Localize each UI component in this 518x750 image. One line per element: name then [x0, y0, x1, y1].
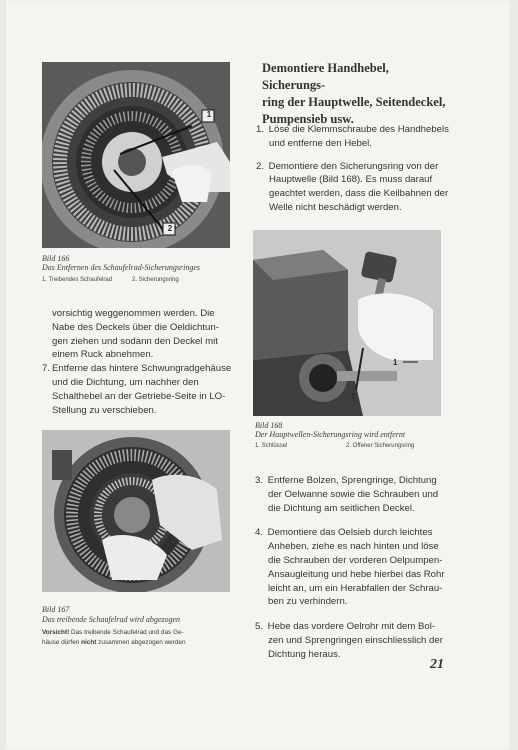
step-text: Entferne das hintere Schwungradgehäuse — [52, 363, 232, 375]
steps-right — [255, 474, 445, 662]
step-number: 4. — [255, 527, 264, 539]
step-text: der Oelwanne sowie die Schrauben und — [268, 488, 439, 500]
step-text: ben zu verhindern. — [268, 596, 348, 608]
page-number: 21 — [430, 657, 444, 672]
step-text: Entferne Bolzen, Sprengringe, Dichtung — [267, 475, 437, 486]
steps-top — [256, 123, 449, 215]
document-page — [6, 0, 512, 750]
fig167-warning — [42, 628, 186, 648]
fig168-caption: Der Hauptwellen-Sicherungsring wird entfernt — [255, 430, 406, 439]
step-number: 1. — [256, 124, 265, 135]
step-number: 7. — [42, 363, 51, 375]
photo-fig-168 — [253, 230, 441, 416]
photo-fig-166 — [42, 62, 230, 248]
step-text: gen ziehen und sodann den Deckel mit — [52, 335, 218, 347]
step-text: und entferne den Hebel. — [269, 137, 372, 149]
step-text: Schalthebel an der Getriebe-Seite in LO- — [52, 390, 226, 402]
step-text: Hebe das vordere Oelrohr mit dem Bol- — [267, 621, 436, 633]
fig166-label-2: 2 — [167, 224, 173, 233]
turbine-wheel-photo — [42, 62, 230, 248]
step-text: Anheben, ziehe es nach hinten und löse — [268, 541, 439, 553]
step-text: einem Ruck abnehmen. — [52, 349, 154, 361]
step-text: die Schrauben der vorderen Oelpumpen- — [268, 554, 443, 566]
warning-text: Das treibende Schaufelrad und das Ge- — [69, 629, 184, 636]
step-number: 5. — [255, 621, 264, 633]
heading-line: Demontiere Handhebel, Sicherungs- — [262, 61, 389, 92]
step-text: Nabe des Deckels über die Oeldichtun- — [52, 321, 219, 333]
step-text: Dichtung heraus. — [268, 648, 341, 660]
step-text: Welle nicht beschädigt werden. — [269, 201, 402, 213]
step-text: geachtet werden, dass die Keilbahnen der — [269, 188, 449, 200]
step-text: die Dichtung am seitlichen Deckel. — [268, 502, 415, 514]
step-text: Demontiere den Sicherungsring von der — [268, 160, 439, 172]
gearbox-hammer-photo — [253, 230, 441, 416]
warning-emphasis: nicht — [81, 639, 97, 646]
heading-line: Pumpensieb usw. — [262, 112, 354, 126]
section-heading — [262, 60, 452, 128]
step-number: 2. — [256, 160, 265, 172]
steps-left — [42, 307, 231, 417]
step-text: Stellung zu verschieben. — [52, 404, 157, 416]
step-text: vorsichtig weggenommen werden. Die — [52, 308, 215, 319]
warning-text: häuse dürfen — [42, 639, 82, 646]
step-number: 3. — [255, 475, 264, 486]
fig168-legend-1: 1. Schlüssel — [255, 443, 288, 449]
fig167-title: Bild 167 — [42, 605, 70, 614]
step-text: Löse die Klemmschraube des Handhebels — [268, 124, 449, 135]
step-text: zen und Sprengringen einschliesslich der — [268, 634, 443, 646]
step-text: leicht an, um ein Herabfallen der Schrau- — [268, 582, 443, 594]
fig168-legend-2: 2. Offener Sicherungsring — [346, 443, 415, 449]
step-text: und die Dichtung, um nachher den — [52, 376, 199, 388]
warning-text: zusammen abgezogen werden — [96, 639, 186, 646]
step-text: Ansaugleitung und hebe hierbei das Rohr — [268, 568, 445, 580]
fig168-label-2: 2 — [351, 392, 356, 401]
step-text: Hauptwelle (Bild 168). Es muss darauf — [269, 174, 433, 186]
fig166-caption: Das Entfernen des Schaufelrad-Sicherungsringes — [42, 263, 200, 272]
fig166-title: Bild 166 — [42, 254, 70, 263]
warning-label: Vorsicht! — [42, 629, 70, 636]
heading-line: ring der Hauptwelle, Seitendeckel, — [262, 95, 446, 109]
fig166-legend-1: 1. Treibendes Schaufelrad — [42, 277, 113, 283]
fig168-label-1: 1 — [393, 358, 398, 367]
fig167-caption: Das treibende Schaufelrad wird abgezogen — [42, 615, 181, 624]
fig168-title: Bild 168 — [255, 421, 283, 430]
fig166-legend-2: 2. Sicherungsring — [132, 277, 179, 283]
fig166-label-1: 1 — [206, 110, 212, 119]
step-text: Demontiere das Oelsieb durch leichtes — [267, 527, 433, 539]
photo-fig-167 — [42, 430, 230, 592]
pump-wheel-photo — [42, 430, 230, 592]
